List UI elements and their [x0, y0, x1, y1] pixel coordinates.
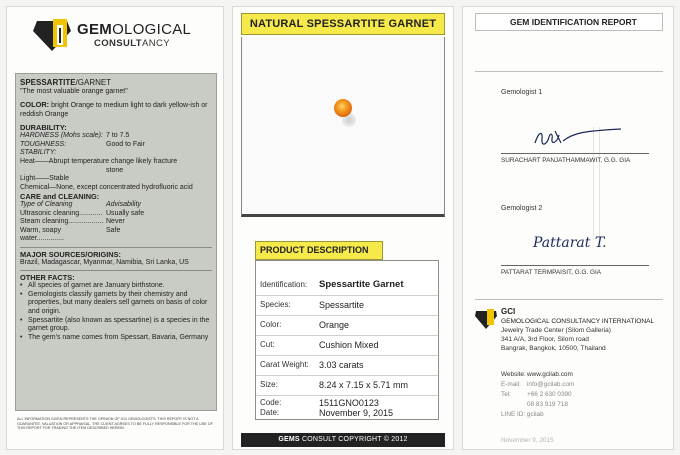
email-row: E-mail: info@gcilab.com [501, 381, 575, 388]
tel-row-2: 08 83 919 718 [527, 401, 568, 408]
info-title: SPESSARTITE/GARNET [20, 78, 112, 87]
heat-text: Heat——Abrupt temperature change likely fracture [20, 157, 178, 165]
gci-small-logo-icon [475, 307, 497, 329]
website-row: Website:www.gcilab.com [501, 371, 573, 378]
tel-row: Tel: +66 2 630 0390 [501, 391, 572, 398]
light-text: Light——Stable [20, 175, 70, 183]
address-line: Jewelry Trade Center (Silom Galleria) [501, 327, 611, 334]
gemologist2-label: Gemologist 2 [501, 205, 543, 212]
garnet-gem-icon [334, 99, 352, 117]
cleaning-row: Steam cleaning.................. Never [20, 218, 125, 226]
brand-name-line1: GEMOLOGICAL [77, 21, 192, 38]
middle-panel [232, 6, 454, 450]
left-panel [6, 6, 224, 450]
facts-list [20, 282, 212, 342]
signature2-rule [501, 265, 649, 266]
line-id-row: LINE ID: gcilab [501, 411, 544, 418]
gem-photo [241, 37, 445, 217]
list-item: • The gem's name comes from Spessart, Bavaria, Germany [20, 334, 212, 343]
product-description-table: Identification: Spessartite Garnet Species: Spessartite Color: Orange Cut: Cushion Mixed Carat Weight: 3.03 carats Size: 8.24 x 7.15 x 5.71 mm Code: 1511GNO0123 Date: November 9, 2015 [255, 260, 439, 420]
address-line: Bangrak, Bangkok, 10500, Thailand [501, 345, 606, 352]
divider [475, 299, 663, 300]
info-tagline: "The most valuable orange garnet" [20, 87, 128, 95]
chemical-text: Chemical—None, except concentrated hydrofluoric acid [20, 183, 193, 191]
gci-title: GCI [501, 307, 516, 316]
color-section: COLOR: bright Orange to medium light to dark yellow-ish or reddish Orange [20, 100, 208, 118]
garnet-info-box [15, 73, 217, 411]
report-heading: GEM IDENTIFICATION REPORT [475, 13, 663, 31]
care-heading: CARE and CLEANING: [20, 192, 100, 202]
cleaning-row: Warm, soapy water.............. Safe [20, 226, 121, 243]
brand-logo [33, 15, 203, 55]
divider [475, 71, 663, 72]
gci-name: GEMOLOGICAL CONSULTANCY INTERNATIONAL [501, 318, 655, 325]
brand-name-line2: CONSULTANCY [94, 38, 171, 49]
gemologist1-label: Gemologist 1 [501, 89, 543, 96]
list-item: • Gemologists classify garnets by their chemistry and properties, but many dealers sell garnets on basis of color and origin. [20, 291, 212, 317]
right-panel [462, 6, 674, 450]
copyright-bar: GEMS CONSULT COPYRIGHT © 2012 [241, 433, 445, 447]
signature1-icon [533, 125, 623, 151]
faded-date: November 9, 2015 [501, 437, 554, 444]
gem-title-banner: NATURAL SPESSARTITE GARNET [241, 13, 445, 35]
list-item: • All species of garnet are January birthstone. [20, 282, 212, 291]
signature1-rule [501, 153, 649, 154]
cleaning-header: Type of Cleaning Advisability [20, 201, 142, 209]
sources-heading: MAJOR SOURCES/ORIGINS: [20, 249, 122, 259]
stability-label: STABILITY: [20, 149, 57, 157]
toughness-row: TOUGHNESS: Good to Fair [20, 140, 145, 148]
gci-logo-icon [33, 15, 71, 51]
signature2-icon: Pattarat T. [533, 235, 607, 251]
hardness-row: HARDNESS (Mohs scale): 7 to 7.5 [20, 132, 130, 140]
durability-heading: DURABILITY: [20, 123, 67, 133]
heat-text-cont: stone [106, 166, 124, 174]
address-line: 341 A/A, 3rd Floor, Silom road [501, 336, 589, 343]
divider [20, 247, 212, 248]
gemologist1-name: SURACHART PANJATHAMMAWIT, G.G. GIA [501, 157, 631, 164]
disclaimer-text: ALL INFORMATION GIVEN REPRESENTS THE OPINION OF GCI GEMOLOGISTS. THIS REPORT IS NOT A GUARANTEE, VALUATION OR APPRAISAL. THE CLIENT AGREES TO BE FULLY RESPONSIBLE FOR THE USE OF THIS REPORT FOR TRADING THE ITEM DESCRIBED HEREIN. [17, 417, 213, 431]
gemologist2-name: PATTARAT TERMPAISIT, G.G. GIA [501, 269, 602, 276]
cleaning-row: Ultrasonic cleaning............ Usually safe [20, 209, 145, 217]
divider [20, 270, 212, 271]
sources-text: Brazil, Madagascar, Myanmar, Namibia, Sri Lanka, US [20, 258, 189, 266]
product-description-banner: PRODUCT DESCRIPTION [255, 241, 383, 260]
list-item: • Spessartite (also known as spessartine) is a species in the garnet group. [20, 317, 212, 334]
facts-heading: OTHER FACTS: [20, 273, 75, 283]
